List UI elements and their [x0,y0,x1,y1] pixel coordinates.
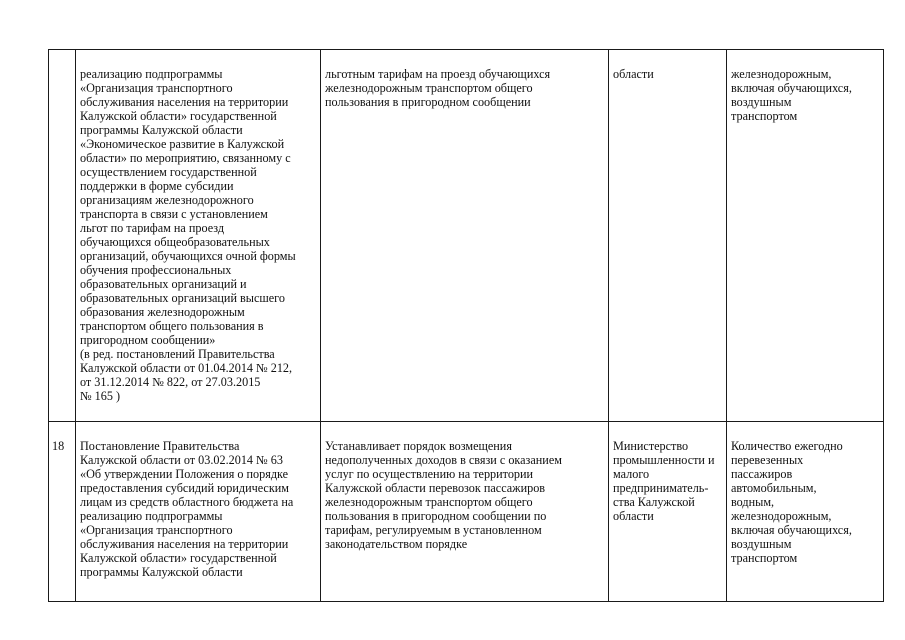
description-cell [321,50,609,422]
table-row [49,422,884,602]
description-text: льготным тарифам на проезд обучающихся железнодорожным транспортом общего пользования в пригородном сообщении [325,67,551,109]
indicator-text: Количество ежегодно перевезенных пассажиров автомобильным, водным, железнодорожным, включая обучающихся, воздушным транспортом [731,439,852,565]
indicator-text: железнодорожным, включая обучающихся, воздушным транспортом [731,67,852,123]
document-cell [76,50,321,422]
row-number-cell [49,422,76,602]
document-cell [76,422,321,602]
organization-text: Министерство промышленности и малого предприниматель- ства Калужской области [613,439,715,523]
legal-acts-table [48,49,884,602]
document-text: реализацию подпрограммы «Организация транспортного обслуживания населения на территории Калужской области» государственной программы Калужской области «Экономическое развитие в Калужской области» по мероприятию, связанному с осуществлением государственной поддержки в форме субсидии организациям железнодорожного транспорта в связи с установлением льгот по тарифам на проезд обучающихся общеобразовательных организаций, обучающихся очной формы обучения профессиональных образовательных организаций и образовательных организаций высшего образования железнодорожным транспортом общего пользования в пригородном сообщении» (в ред. постановлений Правительства Калужской области от 01.04.2014 № 212, от 31.12.2014 № 822, от 27.03.2015 № 165 ) [80,67,296,403]
organization-cell [609,50,727,422]
row-number-cell [49,50,76,422]
description-cell [321,422,609,602]
table-row [49,50,884,422]
organization-text: области [613,67,654,81]
indicator-cell [727,50,884,422]
document-text: Постановление Правительства Калужской области от 03.02.2014 № 63 «Об утверждении Положения о порядке предоставления субсидий юридическим лицам из средств областного бюджета на реализацию подпрограммы «Организация транспортного обслуживания населения на территории Калужской области» государственной программы Калужской области [80,439,294,579]
indicator-cell [727,422,884,602]
organization-cell [609,422,727,602]
row-number: 18 [52,439,65,453]
description-text: Устанавливает порядок возмещения недополученных доходов в связи с оказанием услуг по осуществлению на территории Калужской области перевозок пассажиров железнодорожным транспортом общего пользования в пригородном сообщении по тарифам, регулируемым в установленном законодательством порядке [325,439,562,551]
